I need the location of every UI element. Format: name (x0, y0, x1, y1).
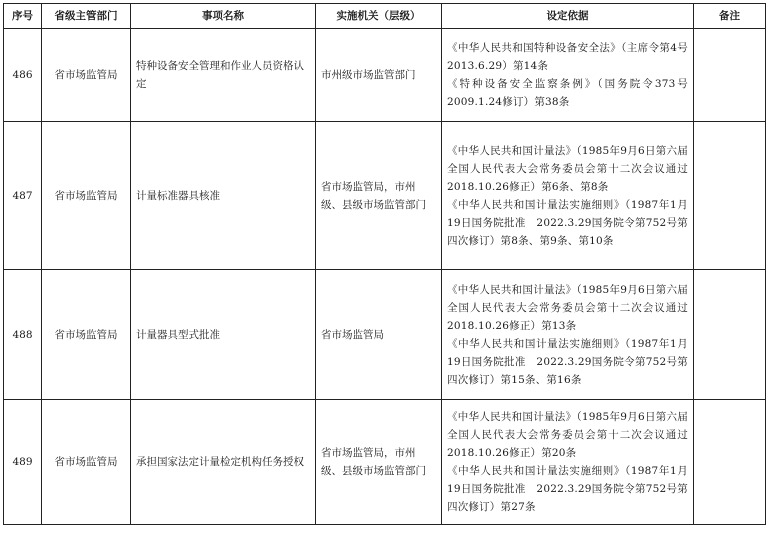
basis-item: 《中华人民共和国计量法》（1985年9月6日第六届全国人民代表大会常务委员会第十二次会议通过 2018.10.26修正）第13条 (447, 283, 699, 332)
table-row (4, 270, 766, 400)
cell-basis (442, 270, 699, 400)
cell-name: 计量器具型式批准 (131, 270, 316, 400)
header-agency: 实施机关（层级） (316, 4, 442, 29)
cell-seq: 488 (4, 270, 42, 400)
cell-dept: 省市场监管局 (42, 29, 131, 122)
cell-remark (694, 29, 766, 122)
basis-item: 《中华人民共和国计量法实施细则》（1987年1月19日国务院批准 2022.3.29国务院令第752号第四次修订）第8条、第9条、第10条 (447, 198, 688, 247)
cell-basis (442, 122, 699, 270)
header-name: 事项名称 (131, 4, 316, 29)
basis-item: 《中华人民共和国计量法》（1985年9月6日第六届全国人民代表大会常务委员会第十二次会议通过 2018.10.26修正）第6条、第8条 (447, 144, 699, 193)
basis-item: 《中华人民共和国计量法》（1985年9月6日第六届全国人民代表大会常务委员会第十二次会议通过 2018.10.26修正）第20条 (447, 411, 699, 459)
cell-basis (442, 400, 699, 525)
cell-agency: 市州级市场监管部门 (316, 29, 442, 122)
table-row (4, 122, 766, 270)
cell-agency: 省市场监管局 (316, 270, 442, 400)
basis-item: 《特种设备安全监察条例》（国务院令373号 2009.1.24修订）第38条 (447, 78, 699, 108)
header-dept: 省级主管部门 (42, 4, 131, 29)
cell-remark (694, 122, 766, 270)
cell-agency: 省市场监管局，市州级、县级市场监管部门 (316, 400, 442, 525)
cell-name: 特种设备安全管理和作业人员资格认定 (131, 29, 316, 122)
cell-basis (442, 29, 699, 122)
matters-table (3, 3, 766, 525)
cell-seq: 487 (4, 122, 42, 270)
header-row (4, 4, 766, 29)
cell-seq: 486 (4, 29, 42, 122)
header-basis: 设定依据 (442, 4, 694, 29)
header-seq: 序号 (4, 4, 42, 29)
header-remark: 备注 (694, 4, 766, 29)
cell-dept: 省市场监管局 (42, 400, 131, 525)
basis-item: 《中华人民共和国计量法实施细则》（1987年1月19日国务院批准 2022.3.29国务院令第752号第四次修订）第15条、第16条 (447, 337, 688, 386)
cell-remark (694, 270, 766, 400)
basis-item: 《中华人民共和国计量法实施细则》（1987年1月19日国务院批准 2022.3.29国务院令第752号第四次修订）第27条 (447, 465, 688, 513)
cell-dept: 省市场监管局 (42, 122, 131, 270)
cell-agency: 省市场监管局，市州级、县级市场监管部门 (316, 122, 442, 270)
cell-seq: 489 (4, 400, 42, 525)
table-row (4, 400, 766, 525)
cell-name: 计量标准器具核准 (131, 122, 316, 270)
cell-dept: 省市场监管局 (42, 270, 131, 400)
table-row (4, 29, 766, 122)
cell-name: 承担国家法定计量检定机构任务授权 (131, 400, 316, 525)
cell-remark (694, 400, 766, 525)
basis-item: 《中华人民共和国特种设备安全法》（主席令第4号 2013.6.29）第14条 (447, 42, 699, 72)
